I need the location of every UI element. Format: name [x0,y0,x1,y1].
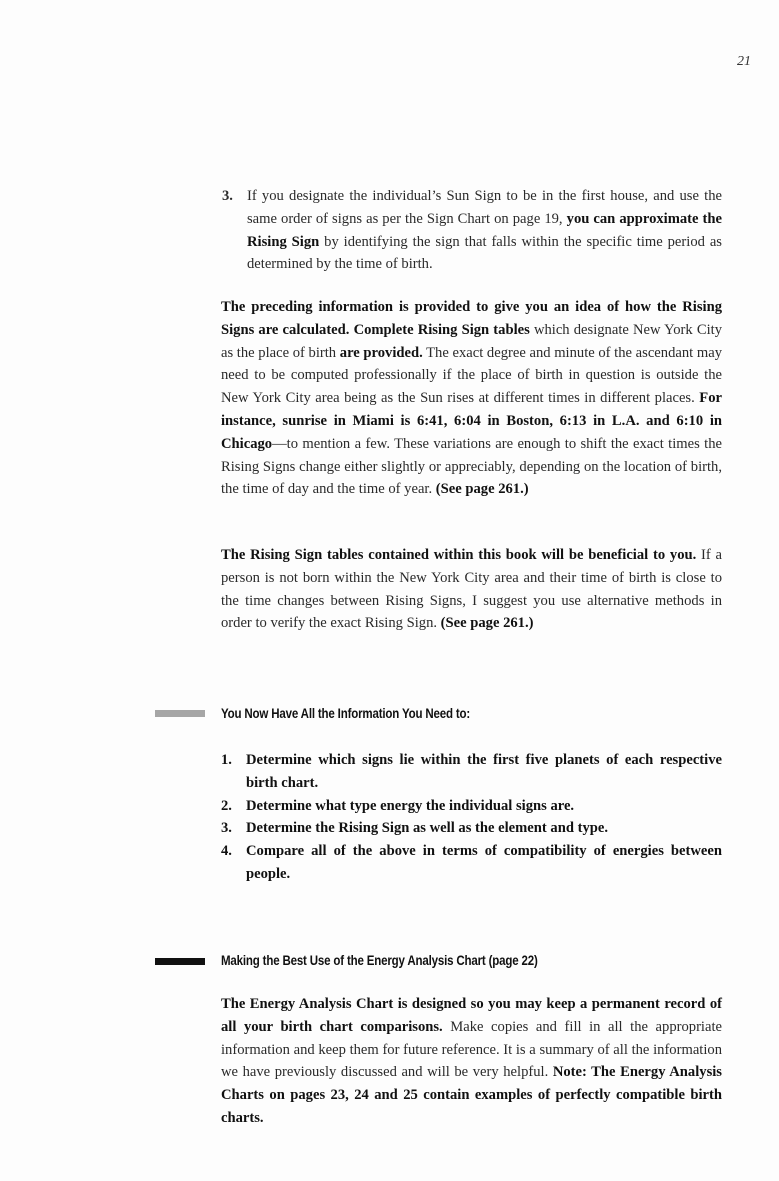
page-number: 21 [737,54,751,69]
list-item-text: Determine what type energy the individual signs are. [246,797,575,814]
list-item-text: Determine the Rising Sign as well as the element and type. [246,820,608,837]
list-item-number: 2. [221,797,232,814]
section-heading-info: You Now Have All the Information You Need to: [221,706,471,721]
text-run: —to mention a few. These variations are enough to shift the exact times the Rising Signs change either slightly or appreciably, depending on the location of birth, the time of day and the time of year. [221,435,722,498]
bold-run: The Rising Sign tables contained within this book will be beneficial to you. [221,547,697,563]
bold-run: are provided. [339,344,423,361]
bold-run: (See page 261.) [440,615,534,632]
bold-run: The Energy Analysis Chart is designed so you may keep a permanent record of all your birth chart comparisons. [221,996,722,1035]
text-run: If you designate the individual’s Sun Sign to be in the first house, and use the same order of signs as per the Sign Chart on page 19, [247,188,722,227]
list-item-number: 1. [221,752,232,768]
bold-run: For instance, sunrise in Miami is 6:41, 6:04 in Boston, 6:13 in L.A. and 6:10 in Chicago [221,390,722,452]
list-item-number: 3. [221,820,232,837]
section-heading-energy-chart: Making the Best Use of the Energy Analysis Chart (page 22) [221,953,538,968]
section-marker-gray [155,710,205,717]
list-item-text: Determine which signs lie within the first five planets of each respective birth chart. [246,752,722,791]
text-run: If a person is not born within the New York City area and their time of birth is close to the time changes between Rising Signs, I suggest you use alternative methods in order to verify the exact Rising Sign. [221,547,723,632]
bold-run: Note: The Energy Analysis Charts on pages 23, 24 and 25 contain examples of perfectly compatible birth charts. [221,1064,722,1126]
numbered-list [221,749,722,886]
list-item [221,749,722,795]
list-item-number: 4. [221,843,232,860]
text-run: Make copies and fill in all the appropriate information and keep them for future reference. It is a summary of all the information we have previously discussed and will be very helpful. [221,1018,722,1081]
text-run: by identifying the sign that falls within the specific time period as determined by the time of birth. [247,233,722,273]
bold-run: The preceding information is provided to give you an idea of how the Rising Signs are calculated. Complete Rising Sign tables [221,299,722,338]
list-item-text [247,185,722,276]
text-run: which designate New York City as the place of birth [221,321,722,361]
section-marker-black [155,958,205,965]
list-item [221,817,722,840]
text-run: The exact degree and minute of the ascendant may need to be computed professionally if the place of birth in question is outside the New York City area being as the Sun rises at different times in different places. [221,344,722,407]
list-item [221,795,722,818]
paragraph-rising-sign-calc [221,296,722,501]
bold-run: you can approximate the Rising Sign [247,210,723,250]
bold-run: (See page 261.) [435,481,529,498]
list-item-number: 3. [222,188,233,204]
list-item-3 [222,185,722,276]
paragraph-rising-sign-tables [221,544,722,635]
list-item [221,840,722,886]
list-item-text: Compare all of the above in terms of compatibility of energies between people. [246,843,722,882]
paragraph-energy-analysis [221,993,722,1130]
